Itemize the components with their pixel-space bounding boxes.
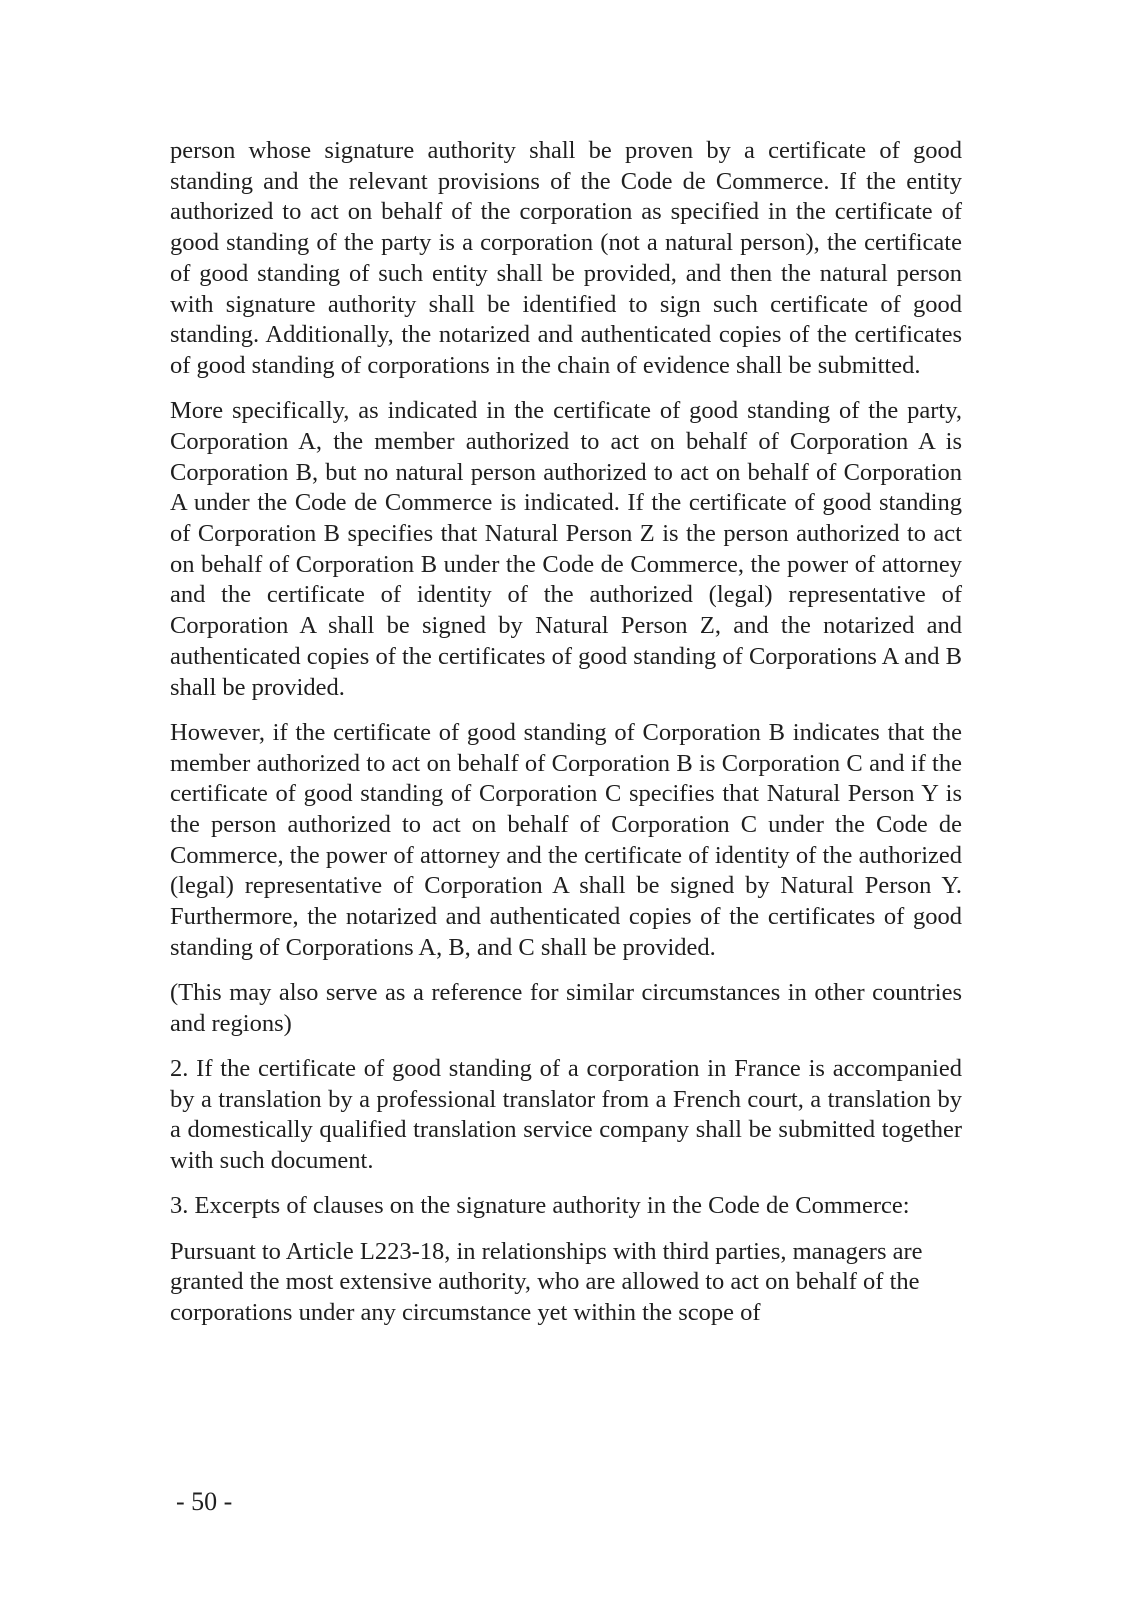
page-number: - 50 - — [176, 1487, 233, 1516]
paragraph-corporation-a-b-example: More specifically, as indicated in the certificate of good standing of the party, Corporation A, the member authorized to act on behalf of Corporation A is Corporation B, but no natural person authorized to act on behalf of Corporation A under the Code de Commerce is indicated. If the certificate of good standing of Corporation B specifies that Natural Person Z is the person authorized to act on behalf of Corporation B under the Code de Commerce, the power of attorney and the certificate of identity of the authorized (legal) representative of Corporation A shall be signed by Natural Person Z, and the notarized and authenticated copies of the certificates of good standing of Corporations A and B shall be provided. — [170, 397, 962, 701]
paragraph-translation-requirement: 2. If the certificate of good standing of a corporation in France is accompanied by a translation by a professional translator from a French court, a translation by a domestically qualified translation service company shall be submitted together with such document. — [170, 1055, 962, 1175]
paragraph-corporation-c-example: However, if the certificate of good standing of Corporation B indicates that the member authorized to act on behalf of Corporation B is Corporation C and if the certificate of good standing of Corporation C specifies that Natural Person Y is the person authorized to act on behalf of Corporation C under the Code de Commerce, the power of attorney and the certificate of identity of the authorized (legal) representative of Corporation A shall be signed by Natural Person Y. Furthermore, the notarized and authenticated copies of the certificates of good standing of Corporations A, B, and C shall be provided. — [170, 718, 962, 961]
paragraph-code-excerpts-heading: 3. Excerpts of clauses on the signature authority in the Code de Commerce: — [170, 1192, 910, 1220]
body-text — [170, 136, 962, 1343]
paragraph-article-l223-18: Pursuant to Article L223-18, in relationships with third parties, managers are granted the most extensive authority, who are allowed to act on behalf of the corporations under any circumstance yet within the scope of — [170, 1237, 923, 1327]
paragraph-reference-note: (This may also serve as a reference for similar circumstances in other countries and regions) — [170, 979, 962, 1037]
paragraph-signature-authority: person whose signature authority shall be proven by a certificate of good standing and the relevant provisions of the Code de Commerce. If the entity authorized to act on behalf of the corporation as specified in the certificate of good standing of the party is a corporation (not a natural person), the certificate of good standing of such entity shall be provided, and then the natural person with signature authority shall be identified to sign such certificate of good standing. Additionally, the notarized and authenticated copies of the certificates of good standing of corporations in the chain of evidence shall be submitted. — [170, 137, 962, 379]
